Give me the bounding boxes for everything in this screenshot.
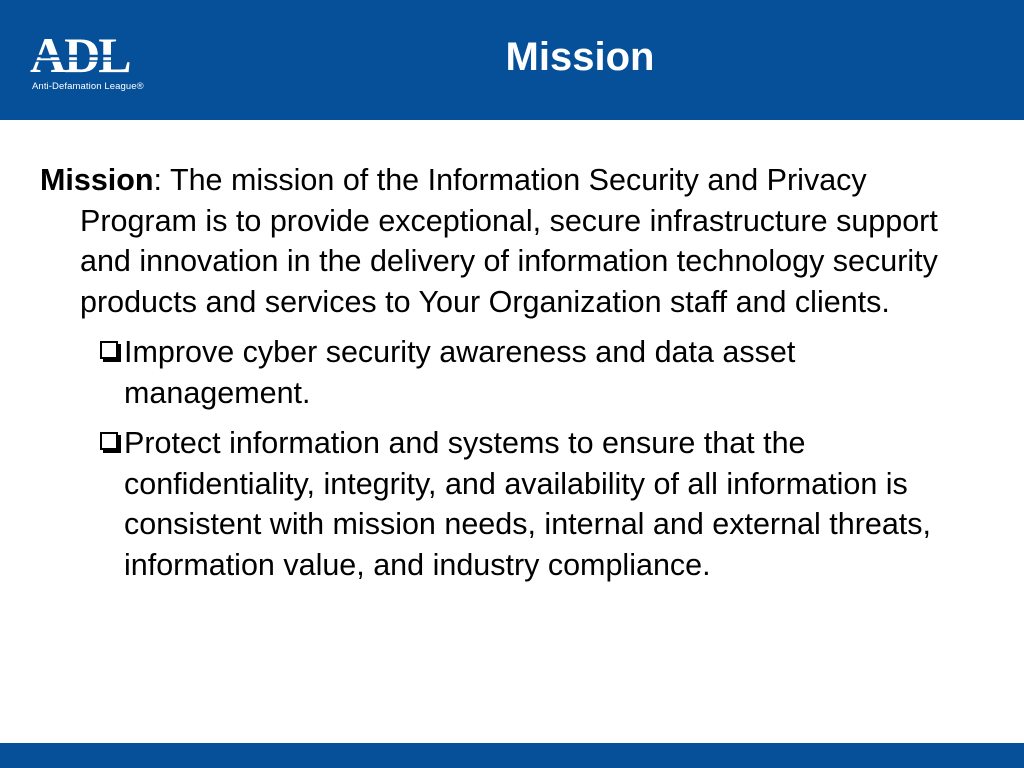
logo-caption: Anti-Defamation League®	[32, 81, 144, 92]
bullet-item	[40, 423, 990, 585]
adl-logo	[30, 28, 170, 94]
bullet-text: Improve cyber security awareness and data asset management.	[124, 335, 796, 410]
svg-text:ADL: ADL	[30, 28, 130, 80]
slide-title: Mission	[505, 35, 655, 79]
checkbox-bullet-icon	[100, 432, 118, 450]
checkbox-bullet-icon	[100, 341, 118, 359]
mission-paragraph	[40, 160, 990, 322]
adl-logo-mark	[30, 28, 160, 80]
footer-bar	[0, 743, 1024, 768]
header-bar	[0, 0, 1024, 120]
mission-text: : The mission of the Information Security and Privacy Program is to provide exceptional, secure infrastructure support and innovation in the delivery of information technology security products and services to Your Organization staff and clients.	[80, 163, 938, 319]
bullet-item	[40, 332, 990, 413]
content-area	[40, 160, 990, 585]
bullet-text: Protect information and systems to ensure that the confidentiality, integrity, and availability of all information is consistent with mission needs, internal and external threats, information value, and industry compliance.	[124, 426, 931, 582]
mission-label: Mission	[40, 163, 154, 197]
